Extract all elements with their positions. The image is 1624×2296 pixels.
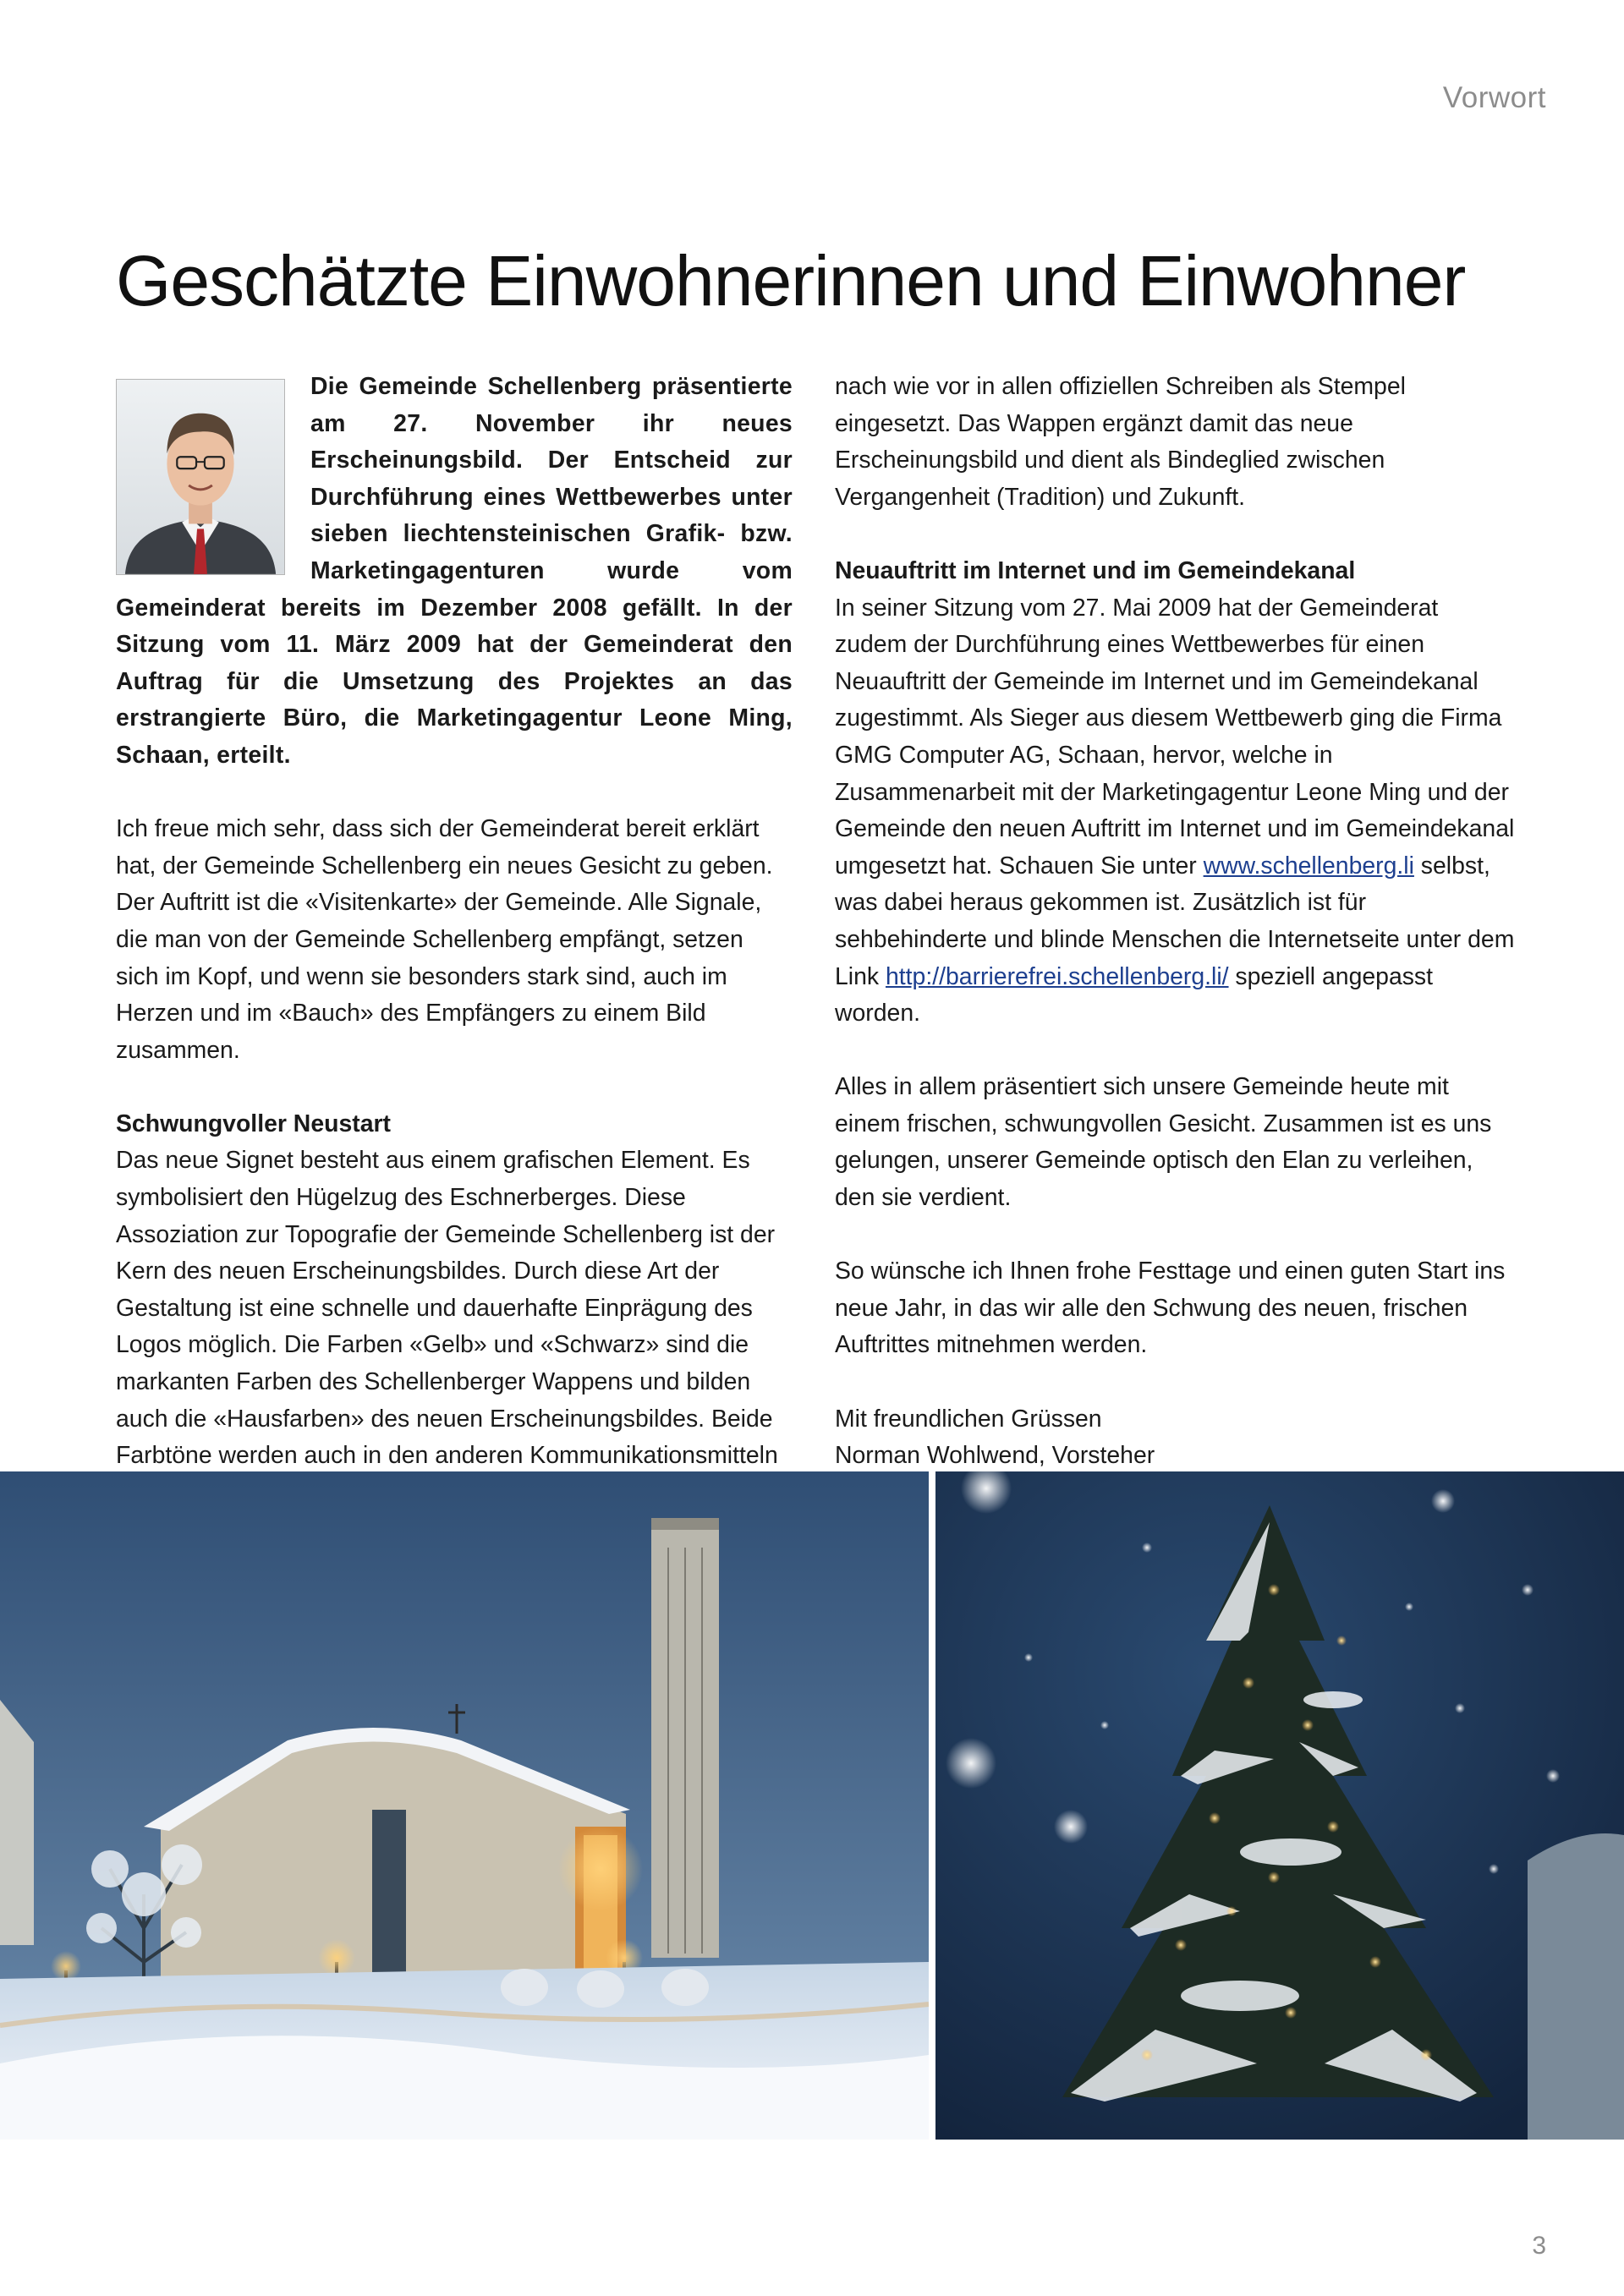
website-link[interactable]: www.schellenberg.li [1203,852,1414,879]
right-column [835,369,1516,1511]
closing-greeting: Mit freundlichen Grüssen [835,1405,1102,1433]
portrait-photo [116,379,285,575]
heading-internet: Neuauftritt im Internet und im Gemeindekanal [835,556,1356,584]
left-column [116,369,793,1586]
page-title: Geschätzte Einwohnerinnen und Einwohner [116,241,1466,321]
right-paragraph-2c: speziell angepasst worden. [835,962,1434,1027]
left-paragraph-1: Ich freue mich sehr, dass sich der Gemeinderat bereit erklärt hat, der Gemeinde Schellenberg ein neues Gesicht zu geben. Der Auftritt ist die «Visitenkarte» der Gemeinde. Alle Signale, die man von der Gemeinde Schellenberg empfängt, setzen sich im Kopf, und wenn sie besonders stark sind, auch im Herzen und im «Bauch» des Empfängers zu einem Bild zusammen. [116,815,773,1064]
section-label: Vorwort [1442,81,1546,114]
right-paragraph-3: Alles in allem präsentiert sich unsere Gemeinde heute mit einem frischen, schwungvollen Gesicht. Zusammen ist es uns gelungen, unserer Gemeinde optisch den Elan zu verleihen, den sie verdient. [835,1073,1492,1212]
christmas-tree-photo [935,1471,1624,2140]
right-paragraph-4: So wünsche ich Ihnen frohe Festtage und einen guten Start ins neue Jahr, in das wir alle den Schwung des neuen, frischen Auftrittes mitnehmen werden. [835,1258,1506,1359]
left-paragraph-2: Das neue Signet besteht aus einem grafischen Element. Es symbolisiert den Hügelzug des Eschnerberges. Diese Assoziation zur Topografie der Gemeinde Schellenberg ist der Kern des neuen Erscheinungsbildes. Durch diese Art der Gestaltung ist eine schnelle und dauerhafte Einprägung des Logos möglich. Die Farben «Gelb» und «Schwarz» sind die markanten Farben des Schellenberger Wappens und bilden auch die «Hausfarben» des neuen Erscheinungsbildes. Beide Farbtöne werden auch in den anderen Kommunikationsmitteln [116,1147,778,1470]
right-paragraph-2a: In seiner Sitzung vom 27. Mai 2009 hat der Gemeinderat zudem der Durchführung eines Wettbewerbes für einen Neuauftritt der Gemeinde im Internet und im Gemeindekanal zugestimmt. Als Sieger aus diesem Wettbewerb ging die Firma GMG Computer AG, Schaan, hervor, welche in Zusammenarbeit mit der Marketingagentur Leone Ming und der Gemeinde den neuen Auftritt im Internet und im Gemeindekanal umgesetzt hat. Schauen Sie unter [835,594,1515,879]
page-number: 3 [1532,2232,1546,2260]
accessible-site-link[interactable]: http://barrierefrei.schellenberg.li/ [885,962,1229,990]
church-winter-photo [0,1471,929,2140]
intro-paragraph: Die Gemeinde Schellenberg präsentierte am 27. November ihr neues Erscheinungsbild. Der Entscheid zur Durchführung eines Wettbewerbes unter sieben liechtensteinischen Grafik- bzw. Marketingagenturen wurde vom Gemeinderat bereits im Dezember 2008 gefällt. In der Sitzung vom 11. März 2009 hat der Gemeinderat den Auftrag für die Umsetzung des Projektes an das erstrangierte Büro, die Marketingagentur Leone Ming, Schaan, erteilt. [116,373,793,769]
signature: Norman Wohlwend, Vorsteher [835,1442,1155,1470]
right-paragraph-2b: selbst, was dabei heraus gekommen ist. Zusätzlich ist für sehbehinderte und blinde Menschen die Internetseite unter dem Link [835,852,1515,990]
heading-neustart: Schwungvoller Neustart [116,1110,391,1137]
right-paragraph-1: nach wie vor in allen offiziellen Schreiben als Stempel eingesetzt. Das Wappen ergänzt damit das neue Erscheinungsbild und dient als Bindeglied zwischen Vergangenheit (Tradition) und Zukunft. [835,373,1406,511]
